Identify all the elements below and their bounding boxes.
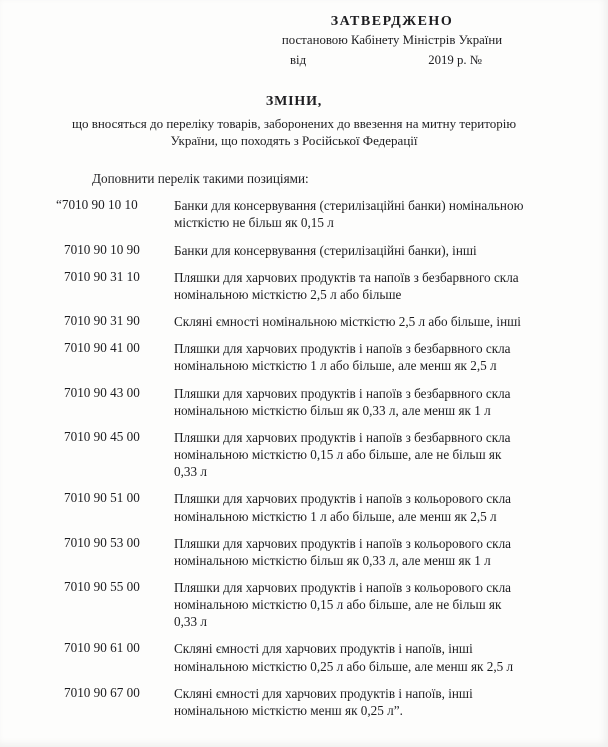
date-suffix: 2019 р. № <box>428 53 482 67</box>
item-description: Банки для консервування (стерилізаційні банки), інші <box>174 242 477 258</box>
item-code: 7010 90 61 00 <box>64 640 140 656</box>
document-title: ЗМІНИ, <box>265 94 323 109</box>
list-item <box>64 579 524 630</box>
item-code: 7010 90 53 00 <box>64 534 140 550</box>
title-block <box>64 94 524 149</box>
item-description: Скляні ємності для харчових продуктів і напоїв, інші номінальною місткістю менш як 0,25 л”. <box>174 685 473 718</box>
item-description: Пляшки для харчових продуктів і напоїв з безбарвного скла номінальною місткістю 0,15 л або більше, але не більш як 0,33 л <box>174 429 511 480</box>
item-code: 7010 90 31 10 <box>64 268 140 284</box>
date-from-label: від <box>290 53 307 67</box>
list-item <box>64 313 524 330</box>
item-description: Пляшки для харчових продуктів і напоїв з безбарвного скла номінальною місткістю більш як 0,33 л, але менш як 1 л <box>174 385 511 418</box>
list-item <box>64 685 524 719</box>
item-description: Скляні ємності для харчових продуктів і напоїв, інші номінальною місткістю 0,25 л або більше, але менш як 2,5 л <box>174 641 514 674</box>
item-code: 7010 90 31 90 <box>64 313 140 329</box>
item-description: Пляшки для харчових продуктів і напоїв з кольорового скла номінальною місткістю 1 л або більше, але менш як 2,5 л <box>174 491 512 524</box>
approval-block <box>258 14 526 68</box>
item-description: Пляшки для харчових продуктів і напоїв з безбарвного скла номінальною місткістю 1 л або більше, але менш як 2,5 л <box>174 341 511 374</box>
item-code: 7010 90 45 00 <box>64 428 140 444</box>
item-code: 7010 90 55 00 <box>64 578 140 594</box>
list-item <box>64 242 524 259</box>
item-code: 7010 90 51 00 <box>64 490 140 506</box>
item-description: Пляшки для харчових продуктів і напоїв з кольорового скла номінальною місткістю 0,15 л або більше, але не більш як 0,33 л <box>174 579 512 630</box>
item-code: 7010 90 43 00 <box>64 384 140 400</box>
item-code: 7010 90 67 00 <box>64 684 140 700</box>
item-description: Банки для консервування (стерилізаційні банки) номінальною місткістю не більш як 0,15 л <box>174 198 524 231</box>
list-item <box>64 269 524 303</box>
approval-date-line <box>258 53 526 68</box>
list-item <box>64 490 524 524</box>
code-list <box>56 197 524 719</box>
item-description: Пляшки для харчових продуктів і напоїв з кольорового скла номінальною місткістю більш як 0,33 л, але менш як 1 л <box>174 535 512 568</box>
list-item <box>64 429 524 480</box>
item-code: 7010 90 10 90 <box>64 241 140 257</box>
list-item <box>64 640 524 674</box>
list-item <box>64 385 524 419</box>
intro-paragraph: Доповнити перелік такими позиціями: <box>92 171 309 187</box>
item-description: Скляні ємності номінальною місткістю 2,5 л або більше, інші <box>174 314 521 330</box>
item-code: 7010 90 41 00 <box>64 340 140 356</box>
list-item <box>64 535 524 569</box>
document-subtitle: що вносяться до переліку товарів, заборонених до ввезення на митну територію України, що походять з Російської Федерації <box>71 116 517 149</box>
list-item <box>56 197 524 231</box>
approved-heading: ЗАТВЕРДЖЕНО <box>330 14 454 29</box>
item-code: “7010 90 10 10 <box>56 197 138 213</box>
list-item <box>64 340 524 374</box>
approved-by-line: постановою Кабінету Міністрів України <box>281 33 503 47</box>
item-description: Пляшки для харчових продуктів та напоїв з безбарвного скла номінальною місткістю 2,5 л або більше <box>174 269 519 302</box>
